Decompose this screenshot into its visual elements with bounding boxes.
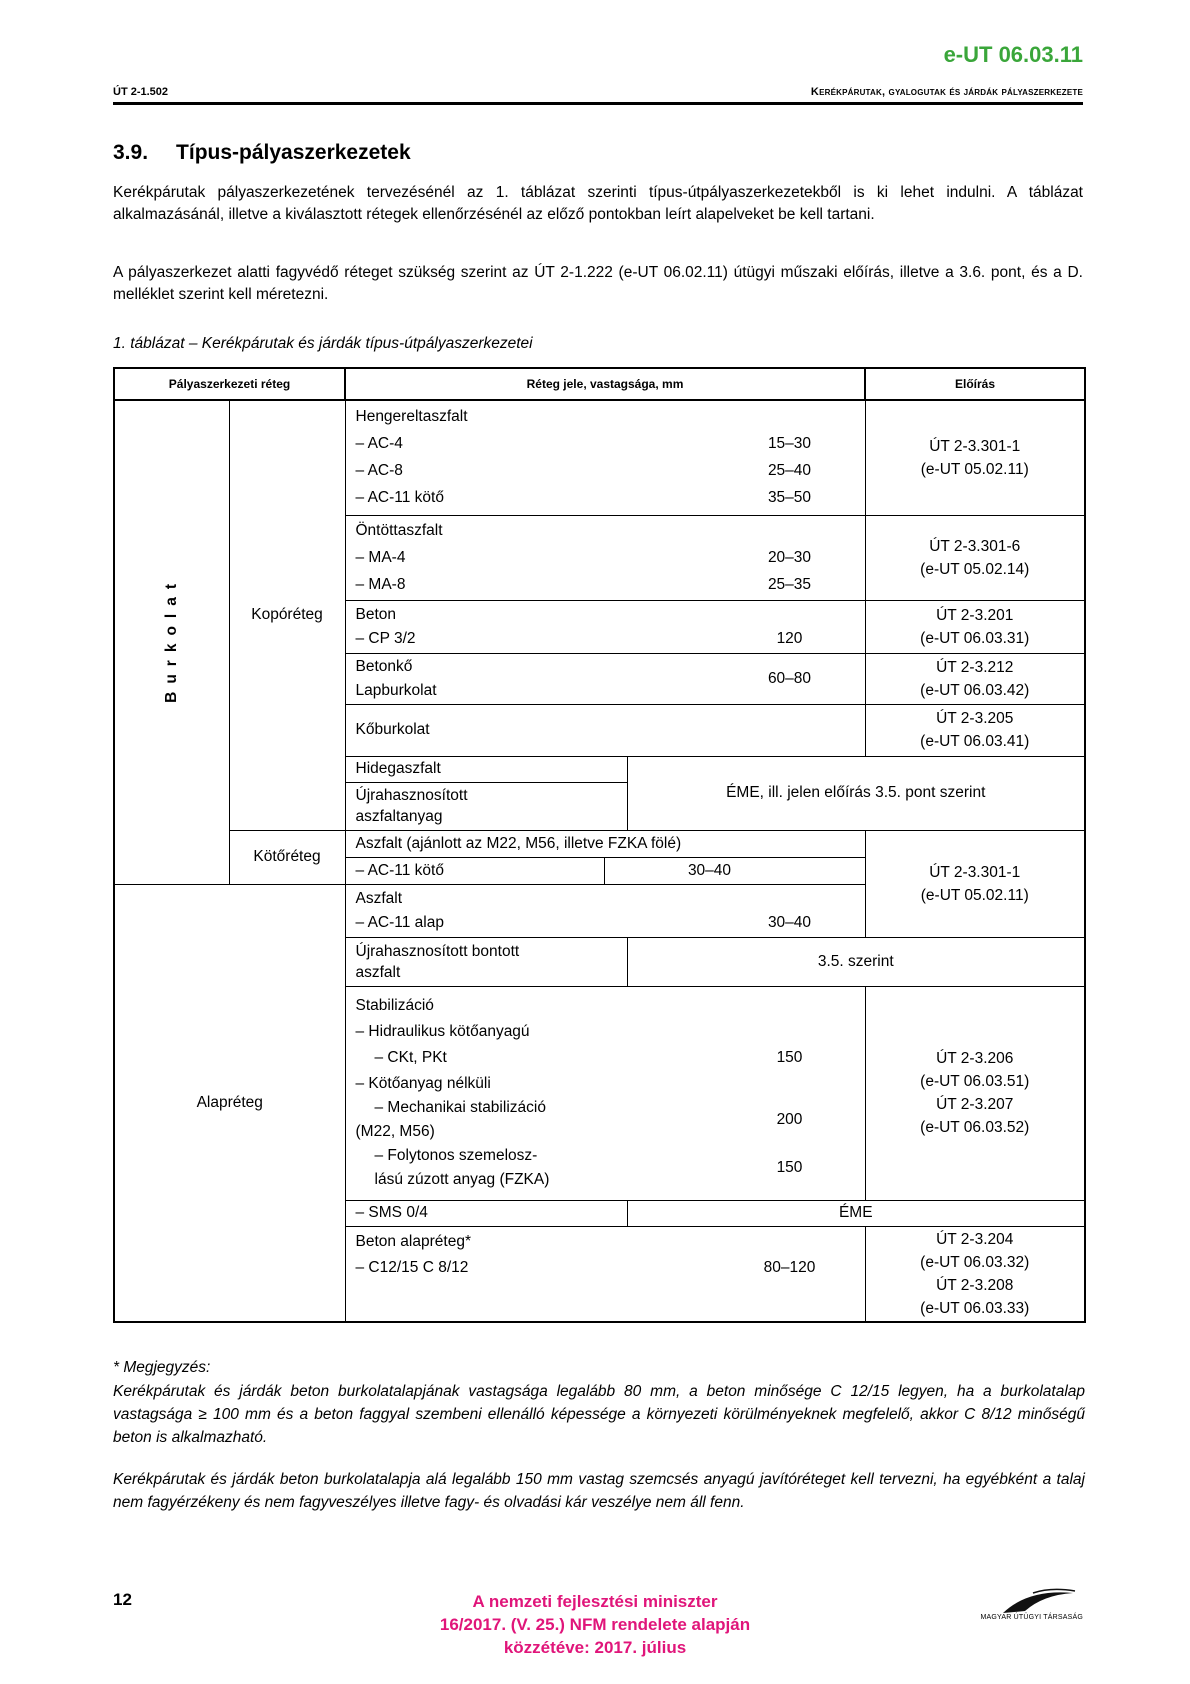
standard-number: ÚT 2-1.502	[113, 86, 169, 98]
ontott-title: Öntöttaszfalt	[355, 521, 443, 539]
ujra-bontott-note: 3.5. szerint	[627, 937, 1085, 986]
stab-mech-value: 200	[776, 1111, 803, 1128]
stabilizacio-standard	[865, 986, 1085, 1200]
beton-alap-standard	[865, 1226, 1085, 1322]
stab-mech-line: – Mechanikai stabilizáció	[374, 1099, 546, 1116]
ontott-cell	[345, 515, 865, 600]
document-code: e-UT 06.03.11	[943, 42, 1083, 67]
footer-line: közzétéve: 2017. július	[503, 1638, 687, 1657]
beton-title: Beton	[355, 605, 397, 623]
shared-standard	[865, 830, 1085, 937]
ujra-bontott-cell	[345, 937, 627, 986]
kotoreteg-ac11-name: – AC-11 kötő	[346, 858, 605, 884]
alap-ac11-value: 30–40	[767, 913, 812, 931]
std-line: (e-UT 06.03.41)	[920, 733, 1030, 750]
alapreteg-cell: Alapréteg	[114, 884, 345, 1322]
alap-aszfalt-title: Aszfalt	[355, 889, 403, 907]
betonko-value: 60–80	[767, 669, 812, 687]
note-paragraph-1: Kerékpárutak és járdák beton burkolatalapjának vastagsága legalább 80 mm, a beton minősége C 12/15 legyen, ha a burkolatalap vastagsága ≥ 100 mm és a beton faggyal szembeni ellenálló képessége a környezeti körülményeknek megfelelő, akkor C 8/12 minőségű beton is alkalmazható.	[113, 1383, 1085, 1446]
page-header	[113, 86, 1083, 105]
stab-foly	[356, 1144, 725, 1192]
hengerelt-title: Hengereltaszfalt	[355, 408, 468, 426]
burkolat-cell	[114, 400, 229, 884]
sms-cell: – SMS 0/4	[345, 1200, 627, 1226]
eme-note-cell: ÉME, ill. jelen előírás 3.5. pont szerint	[627, 756, 1085, 830]
ujrahasznositott-cell	[345, 782, 627, 830]
ac11-name: – AC-11 kötő	[355, 489, 444, 507]
table-row	[114, 830, 1085, 884]
header-layer: Pályaszerkezeti réteg	[114, 368, 345, 400]
std-line: (e-UT 05.02.11)	[920, 460, 1029, 478]
std-line: (e-UT 06.03.52)	[920, 1119, 1030, 1136]
stab-mech	[356, 1096, 725, 1144]
burkolat-label: Burkolat	[162, 576, 180, 704]
note-paragraph-2: Kerékpárutak és járdák beton burkolatalapja alá legalább 150 mm vastag szemcsés anyagú javítóréteget kell tervezni, ha egyébként a talaj nem fagyérzékeny és nem fagyveszélyes illetve fagy- és olvadási kár veszélye nem áll fenn.	[113, 1471, 1085, 1511]
stab-foly-line: – Folytonos szemelosz-	[374, 1147, 538, 1164]
beton-alap-name: – C12/15 C 8/12	[355, 1258, 469, 1276]
stab-mech-line: (M22, M56)	[355, 1123, 435, 1140]
section-number: 3.9.	[113, 141, 149, 164]
note-heading: * Megjegyzés:	[113, 1359, 211, 1376]
stab-hidraulikus: – Hidraulikus kötőanyagú	[355, 1023, 530, 1040]
section-title: Típus-pályaszerkezetek	[176, 141, 411, 164]
betonko-standard	[865, 653, 1085, 704]
std-line: (e-UT 05.02.11)	[920, 886, 1029, 904]
std-line: ÚT 2-3.201	[936, 606, 1014, 624]
std-line: ÚT 2-3.204	[936, 1230, 1014, 1248]
kotoreteg-cell: Kötőréteg	[229, 830, 345, 884]
ujra-line: Újrahasznosított	[355, 787, 468, 804]
std-line: ÚT 2-3.301-1	[929, 437, 1021, 455]
std-line: ÚT 2-3.205	[936, 710, 1014, 727]
beton-standard	[865, 600, 1085, 653]
document-title: Kerékpárutak, gyalogutak és járdák pályaszerkezete	[810, 86, 1083, 98]
alap-aszfalt-cell	[345, 884, 865, 937]
stab-ck-value: 150	[776, 1049, 803, 1066]
std-line: ÚT 2-3.208	[936, 1276, 1014, 1294]
ac8-name: – AC-8	[355, 462, 403, 480]
betonko-cell	[345, 653, 865, 704]
stabilizacio-cell	[345, 986, 865, 1200]
std-line: ÚT 2-3.207	[936, 1096, 1014, 1113]
section-heading	[113, 141, 411, 165]
table-caption: 1. táblázat – Kerékpárutak és járdák típus-útpályaszerkezetei	[113, 335, 533, 352]
std-line: ÚT 2-3.301-6	[929, 537, 1021, 555]
cp-value: 120	[776, 629, 803, 647]
ac11-value: 35–50	[767, 489, 812, 507]
std-line: (e-UT 06.03.32)	[920, 1253, 1030, 1271]
hengerelt-standard	[865, 400, 1085, 515]
beton-alap-value: 80–120	[763, 1258, 816, 1276]
ma4-value: 20–30	[767, 548, 812, 566]
header-standard: Előírás	[865, 368, 1085, 400]
stab-foly-line: lású zúzott anyag (FZKA)	[374, 1171, 550, 1188]
paragraph-1: Kerékpárutak pályaszerkezetének tervezésénél az 1. táblázat szerinti típus-útpályaszerkezetekből is ki lehet indulni. A táblázat alkalmazásánál, illetve a kiválasztott rétegek ellenőrzésénél az előző pontokban leírt alapelveket be kell tartani.	[113, 184, 1083, 223]
ma8-value: 25–35	[767, 575, 812, 593]
hengerelt-cell	[345, 400, 865, 515]
beton-alap-title: Beton alapréteg*	[355, 1232, 471, 1250]
ujra-line: aszfaltanyag	[355, 808, 443, 825]
ac8-value: 25–40	[767, 462, 812, 480]
table-header-row	[114, 368, 1085, 400]
ujra-bontott-line: aszfalt	[355, 963, 401, 981]
table-row	[114, 400, 1085, 515]
kotoreteg-content	[345, 830, 865, 884]
beton-cell	[345, 600, 865, 653]
ac4-name: – AC-4	[355, 435, 403, 453]
kotoreteg-ac11-value: 30–40	[687, 861, 732, 879]
betonko-title: Betonkő	[355, 657, 413, 675]
std-line: ÚT 2-3.212	[936, 658, 1014, 676]
publication-footer	[300, 1590, 890, 1659]
ma8-name: – MA-8	[355, 575, 406, 593]
cp-name: – CP 3/2	[355, 629, 416, 647]
ac4-value: 15–30	[767, 435, 812, 453]
ujra-bontott-line: Újrahasznosított bontott	[355, 942, 520, 960]
footer-line: 16/2017. (V. 25.) NFM rendelete alapján	[439, 1615, 751, 1634]
std-line: (e-UT 06.03.51)	[920, 1073, 1030, 1090]
koburkolat-cell: Kőburkolat	[345, 704, 865, 756]
koburkolat-standard	[865, 704, 1085, 756]
std-line: (e-UT 05.02.14)	[920, 560, 1030, 578]
std-line: (e-UT 06.03.31)	[920, 629, 1030, 647]
stab-ck: – CKt, PKt	[374, 1049, 447, 1066]
koporeteg-cell: Kopóréteg	[229, 400, 345, 830]
kotoreteg-title: Aszfalt (ajánlott az M22, M56, illetve FZKA fölé)	[346, 831, 865, 858]
alap-ac11-name: – AC-11 alap	[355, 913, 444, 931]
logo-text: MAGYAR ÚTÜGYI TÁRSASÁG	[980, 1614, 1083, 1621]
ontott-standard	[865, 515, 1085, 600]
lapburkolat-label: Lapburkolat	[355, 681, 437, 699]
society-logo	[933, 1585, 1083, 1621]
stab-title: Stabilizáció	[355, 997, 434, 1014]
std-line: (e-UT 06.03.42)	[920, 681, 1030, 699]
stab-nelkul: – Kötőanyag nélküli	[355, 1075, 491, 1092]
hidegaszfalt-cell: Hidegaszfalt	[345, 756, 627, 782]
header-thickness: Réteg jele, vastagsága, mm	[345, 368, 865, 400]
std-line: ÚT 2-3.206	[936, 1050, 1014, 1067]
std-line: (e-UT 06.03.33)	[920, 1299, 1030, 1317]
sms-note: ÉME	[627, 1200, 1085, 1226]
footer-line: A nemzeti fejlesztési miniszter	[472, 1592, 718, 1611]
pavement-structure-table	[113, 367, 1086, 1323]
paragraph-2: A pályaszerkezet alatti fagyvédő réteget szükség szerint az ÚT 2-1.222 (e-UT 06.02.11) útügyi műszaki előírás, illetve a 3.6. pont, és a D. melléklet szerint kell méretezni.	[113, 264, 1083, 303]
beton-alap-cell	[345, 1226, 865, 1322]
stab-foly-value: 150	[776, 1159, 803, 1176]
ma4-name: – MA-4	[355, 548, 406, 566]
page-number: 12	[113, 1590, 132, 1609]
std-line: ÚT 2-3.301-1	[929, 863, 1021, 881]
